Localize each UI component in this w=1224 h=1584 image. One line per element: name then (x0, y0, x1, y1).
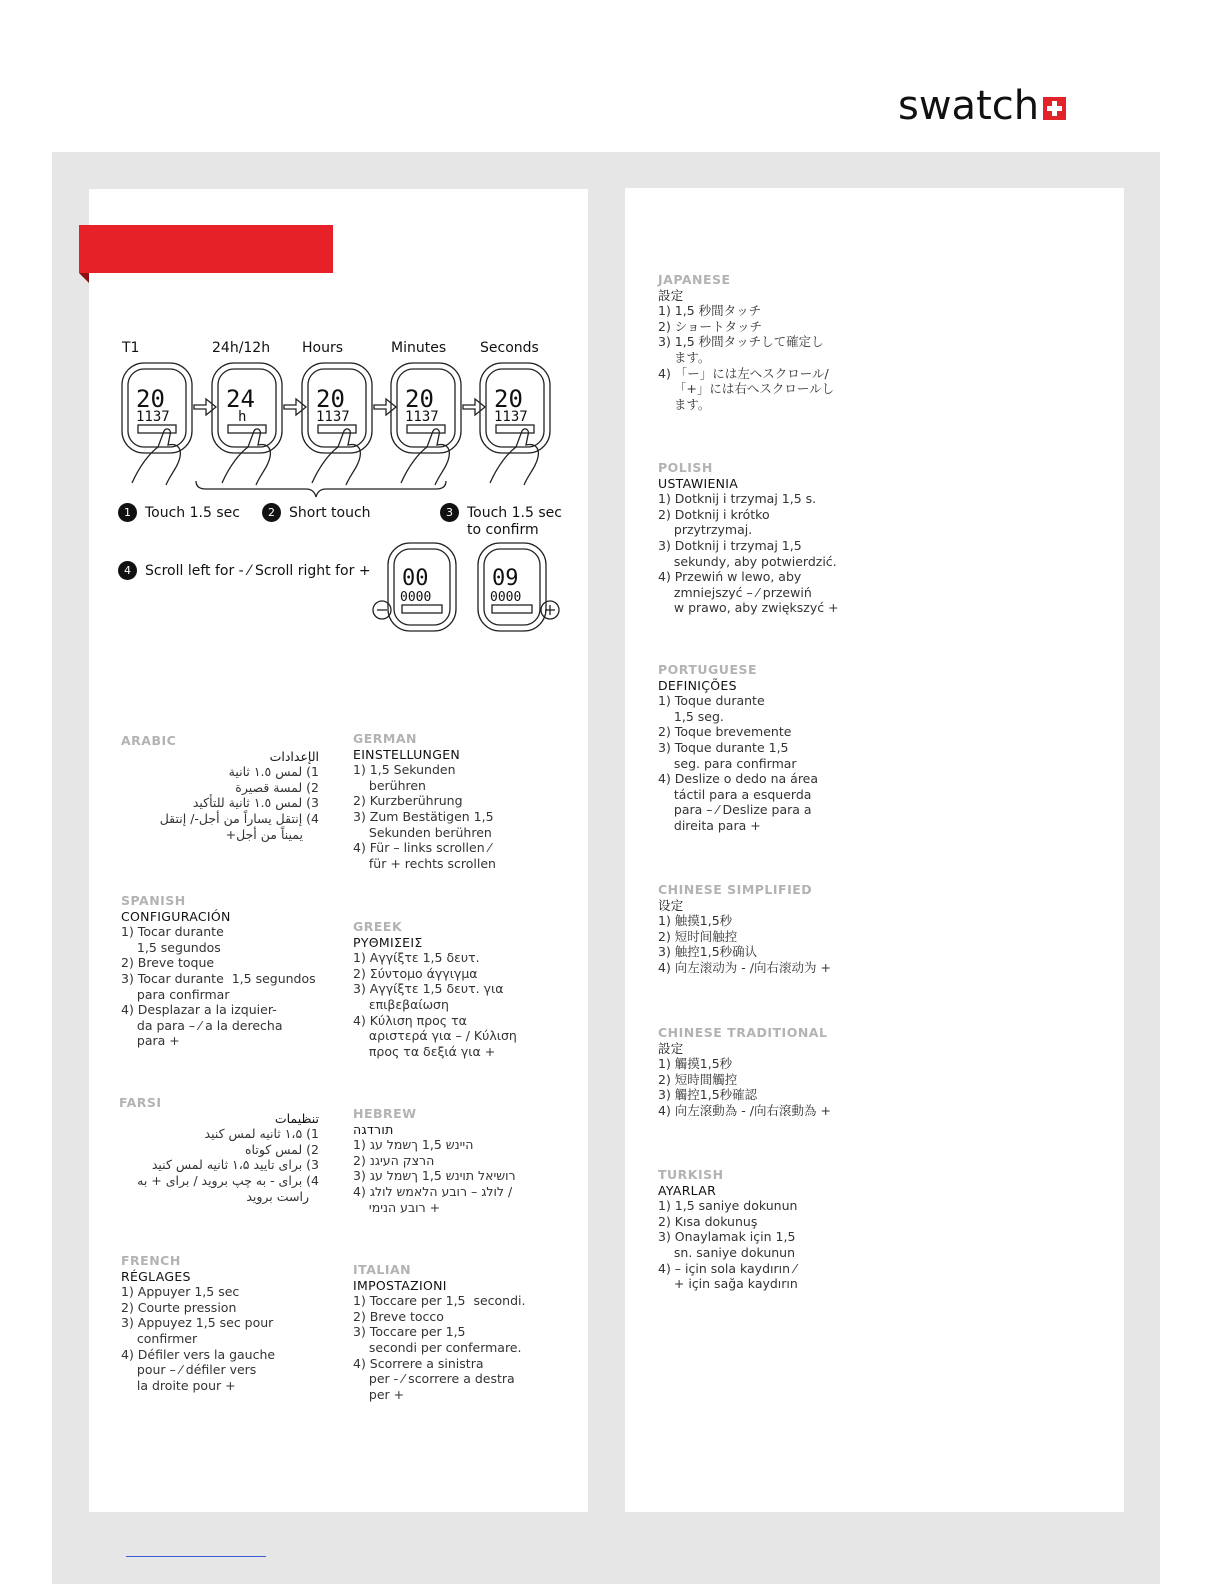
section-heading: الإعدادات (269, 748, 319, 764)
section-japanese (658, 272, 898, 412)
list-item: 4) Przewiń w lewo, aby (658, 569, 802, 585)
list-item: 「+」には右へスクロールし (658, 381, 835, 397)
list-item: seg. para confirmar (658, 755, 797, 771)
list-item: 1) Toccare per 1,5 secondi. (353, 1293, 526, 1309)
section-farsi (119, 1095, 319, 1204)
list-item: per + (353, 1386, 405, 1402)
lang-title: GERMAN (353, 731, 417, 746)
section-chinese-traditional (658, 1025, 898, 1119)
list-item: da para – ⁄ a la derecha (121, 1017, 283, 1033)
step-2-text: Short touch (289, 505, 371, 521)
list-item: 4) إنتقل يساراً من أجل-/ إنتقل (159, 810, 319, 826)
list-item: 3) Αγγίξτε 1,5 δευτ. για (353, 981, 504, 997)
step-3-text-line2: to confirm (467, 522, 539, 538)
list-item: per - ⁄ scorrere a destra (353, 1371, 515, 1387)
list-item: 1,5 segundos (121, 939, 221, 955)
section-heading: RÉGLAGES (121, 1268, 191, 1284)
lang-title: ARABIC (121, 733, 177, 748)
instruction-diagram (110, 335, 570, 635)
lang-title: JAPANESE (658, 272, 731, 287)
list-item: 1) Toque durante (658, 693, 765, 709)
list-item: 1) Αγγίξτε 1,5 δευτ. (353, 950, 480, 966)
section-heading: DEFINIÇÕES (658, 677, 737, 693)
list-item: 3) רושיאל תוינש 1,5 ךשמל עג (353, 1168, 516, 1184)
list-item: 2) Σύντομο άγγιγμα (353, 965, 478, 981)
section-heading: ΡΥΘΜΙΣΕΙΣ (353, 934, 423, 950)
list-item: يميناً من أجل+ (225, 826, 303, 842)
list-item: 2) لمس کوتاه (245, 1141, 319, 1157)
stage-label-t1: T1 (122, 340, 140, 356)
list-item: 1) 1,5 saniye dokunun (658, 1198, 798, 1214)
step-4-text: Scroll left for - ⁄ Scroll right for + (145, 563, 371, 579)
svg-text:0000: 0000 (490, 590, 522, 605)
section-heading: IMPOSTAZIONI (353, 1277, 447, 1293)
banner-fold (79, 273, 89, 283)
stage-label-seconds: Seconds (480, 340, 539, 356)
step-1-text: Touch 1.5 sec (145, 505, 240, 521)
lang-title: CHINESE SIMPLIFIED (658, 882, 813, 897)
lang-title: ITALIAN (353, 1262, 412, 1277)
section-chinese-simplified (658, 882, 898, 976)
list-item: 1) 1,5 Sekunden (353, 762, 456, 778)
svg-text:20: 20 (405, 385, 434, 413)
list-item: προς τα δεξιά για + (353, 1043, 496, 1059)
list-item: 2) 短時間觸控 (658, 1071, 738, 1087)
list-item: ます。 (658, 349, 711, 365)
step-3-text: Touch 1.5 sec (467, 505, 562, 521)
list-item: 3) Toque durante 1,5 (658, 739, 789, 755)
list-item: 4) 向左滾動為 - /向右滾動為 + (658, 1102, 831, 1118)
list-item: 4) – için sola kaydırın ⁄ (658, 1260, 797, 1276)
list-item: 2) Dotknij i krótko (658, 506, 770, 522)
list-item: 1) 触摸1,5秒 (658, 913, 733, 929)
list-item: 4) 「ー」には左へスクロール/ (658, 365, 829, 381)
step-number-3: 3 (440, 503, 459, 522)
list-item: Sekunden berühren (353, 824, 492, 840)
lang-title: GREEK (353, 919, 403, 934)
svg-text:20: 20 (136, 385, 165, 413)
list-item: 4) 向左滚动为 - /向右滚动为 + (658, 959, 831, 975)
swatch-logo (898, 84, 1066, 128)
list-item: przytrzymaj. (658, 522, 753, 538)
list-item: 4) برای - به چپ بروید / برای + به (137, 1172, 319, 1188)
section-hebrew (353, 1106, 573, 1215)
stage-label-24h: 24h/12h (212, 340, 271, 356)
list-item: 2) Kısa dokunuş (658, 1213, 758, 1229)
section-heading: AYARLAR (658, 1182, 717, 1198)
lang-title: FARSI (119, 1095, 162, 1110)
list-item: 1) ۱،۵ ثانیه لمس کنید (204, 1126, 319, 1142)
list-item: 3) Onaylamak için 1,5 (658, 1229, 796, 1245)
list-item: 4) Scorrere a sinistra (353, 1355, 484, 1371)
section-french (121, 1253, 346, 1393)
section-greek (353, 919, 573, 1059)
list-item: 4) לולג – רובע הלאמש לולג / (353, 1183, 513, 1199)
list-item: 3) 觸控1,5秒確認 (658, 1087, 758, 1103)
svg-text:00: 00 (402, 566, 429, 591)
list-item: 1) لمس ١.٥ ثانية (228, 764, 319, 780)
list-item: 1) 觸摸1,5秒 (658, 1056, 733, 1072)
list-item: w prawo, aby zwiększyć + (658, 600, 839, 616)
step-2 (262, 503, 371, 522)
svg-text:24: 24 (226, 385, 255, 413)
list-item: 4) Für – links scrollen ⁄ (353, 840, 491, 856)
list-item: 2) 短时间触控 (658, 928, 738, 944)
list-item: راست بروید (246, 1188, 309, 1204)
list-item: táctil para a esquerda (658, 786, 812, 802)
section-heading: USTAWIENIA (658, 475, 739, 491)
list-item: 3) لمس ١.٥ ثانية للتأكيد (192, 795, 319, 811)
lang-title: FRENCH (121, 1253, 181, 1268)
lang-title: TURKISH (658, 1167, 724, 1182)
list-item: 3) برای تایید ۱،۵ ثانیه لمس کنید (151, 1157, 319, 1173)
section-heading: تنظیمات (274, 1110, 319, 1126)
list-item: la droite pour + (121, 1377, 236, 1393)
list-item: 3) Zum Bestätigen 1,5 (353, 808, 494, 824)
list-item: 1,5 seg. (658, 708, 724, 724)
svg-text:1137: 1137 (494, 409, 528, 425)
list-item: sekundy, aby potwierdzić. (658, 553, 837, 569)
svg-text:1137: 1137 (405, 409, 439, 425)
step-number-1: 1 (118, 503, 137, 522)
step-number-2: 2 (262, 503, 281, 522)
watch-illustrations (110, 335, 570, 635)
svg-text:20: 20 (316, 385, 345, 413)
svg-text:20: 20 (494, 385, 523, 413)
list-item: 1) Tocar durante (121, 924, 224, 940)
list-item: 2) Breve tocco (353, 1308, 444, 1324)
section-polish (658, 460, 898, 616)
section-german (353, 731, 573, 871)
section-heading: 設定 (658, 287, 684, 303)
section-arabic (121, 733, 319, 842)
section-heading: EINSTELLUNGEN (353, 746, 461, 762)
lang-title: HEBREW (353, 1106, 417, 1121)
list-item: 2) Toque brevemente (658, 724, 792, 740)
step-3 (440, 503, 562, 538)
list-item: direita para + (658, 817, 761, 833)
list-item: επιβεβαίωση (353, 996, 449, 1012)
list-item: 1) 1,5 秒間タッチ (658, 303, 762, 319)
list-item: 2) Breve toque (121, 955, 215, 971)
section-heading: תורדגה (353, 1121, 394, 1137)
swiss-cross-icon (1043, 97, 1066, 120)
section-heading: CONFIGURACIÓN (121, 908, 231, 924)
svg-text:1137: 1137 (316, 409, 350, 425)
list-item: 3) Appuyez 1,5 sec pour (121, 1315, 274, 1331)
list-item: αριστερά για – / Κύλιση (353, 1028, 517, 1044)
step-4 (118, 561, 371, 580)
list-item: für + rechts scrollen (353, 855, 496, 871)
list-item: para + (121, 1033, 180, 1049)
list-item: 3) Tocar durante 1,5 segundos (121, 970, 316, 986)
list-item: 3) 1,5 秒間タッチして確定し (658, 334, 824, 350)
svg-text:0000: 0000 (400, 590, 432, 605)
list-item: 1) Appuyer 1,5 sec (121, 1284, 240, 1300)
lang-title: SPANISH (121, 893, 186, 908)
logo-wordmark: swatch (898, 83, 1040, 129)
list-item: 3) Dotknij i trzymaj 1,5 (658, 537, 802, 553)
list-item: zmniejszyć – ⁄ przewiń (658, 584, 812, 600)
list-item: berühren (353, 777, 426, 793)
lang-title: CHINESE TRADITIONAL (658, 1025, 828, 1040)
list-item: sn. saniye dokunun (658, 1244, 796, 1260)
section-italian (353, 1262, 578, 1402)
svg-text:09: 09 (492, 566, 519, 591)
section-heading: 设定 (658, 897, 684, 913)
title-banner (79, 225, 333, 273)
lang-title: PORTUGUESE (658, 662, 758, 677)
svg-text:h: h (238, 409, 247, 425)
stage-label-minutes: Minutes (391, 340, 447, 356)
list-item: 2) ショートタッチ (658, 318, 763, 334)
section-turkish (658, 1167, 898, 1292)
list-item: 1) Dotknij i trzymaj 1,5 s. (658, 491, 817, 507)
step-number-4: 4 (118, 561, 137, 580)
list-item: 4) Κύλιση προς τα (353, 1012, 467, 1028)
list-item: 2) Courte pression (121, 1299, 237, 1315)
section-spanish (121, 893, 346, 1049)
list-item: 1) היינש 1,5 ךשמל עג (353, 1137, 474, 1153)
watch-face-icon (122, 363, 192, 453)
list-item: רובע הנימי + (353, 1199, 441, 1215)
footer-link-underline[interactable] (126, 1556, 266, 1557)
stage-label-hours: Hours (302, 340, 344, 356)
lang-title: POLISH (658, 460, 713, 475)
list-item: 3) 触控1,5秒确认 (658, 944, 758, 960)
list-item: para confirmar (121, 986, 230, 1002)
list-item: 3) Toccare per 1,5 (353, 1324, 466, 1340)
list-item: 4) Défiler vers la gauche (121, 1346, 276, 1362)
list-item: ます。 (658, 396, 711, 412)
step-1 (118, 503, 240, 522)
list-item: 2) لمسة قصيرة (235, 779, 319, 795)
list-item: 4) Deslize o dedo na área (658, 771, 819, 787)
list-item: 2) Kurzberührung (353, 793, 463, 809)
list-item: + için sağa kaydırın (658, 1276, 798, 1292)
list-item: pour – ⁄ défiler vers (121, 1362, 257, 1378)
list-item: 2) הרצק העיגנ (353, 1152, 435, 1168)
svg-text:1137: 1137 (136, 409, 170, 425)
list-item: para – ⁄ Deslize para a (658, 802, 812, 818)
list-item: secondi per confermare. (353, 1339, 522, 1355)
list-item: confirmer (121, 1330, 198, 1346)
section-heading: 設定 (658, 1040, 684, 1056)
section-portuguese (658, 662, 898, 834)
list-item: 4) Desplazar a la izquier- (121, 1002, 277, 1018)
